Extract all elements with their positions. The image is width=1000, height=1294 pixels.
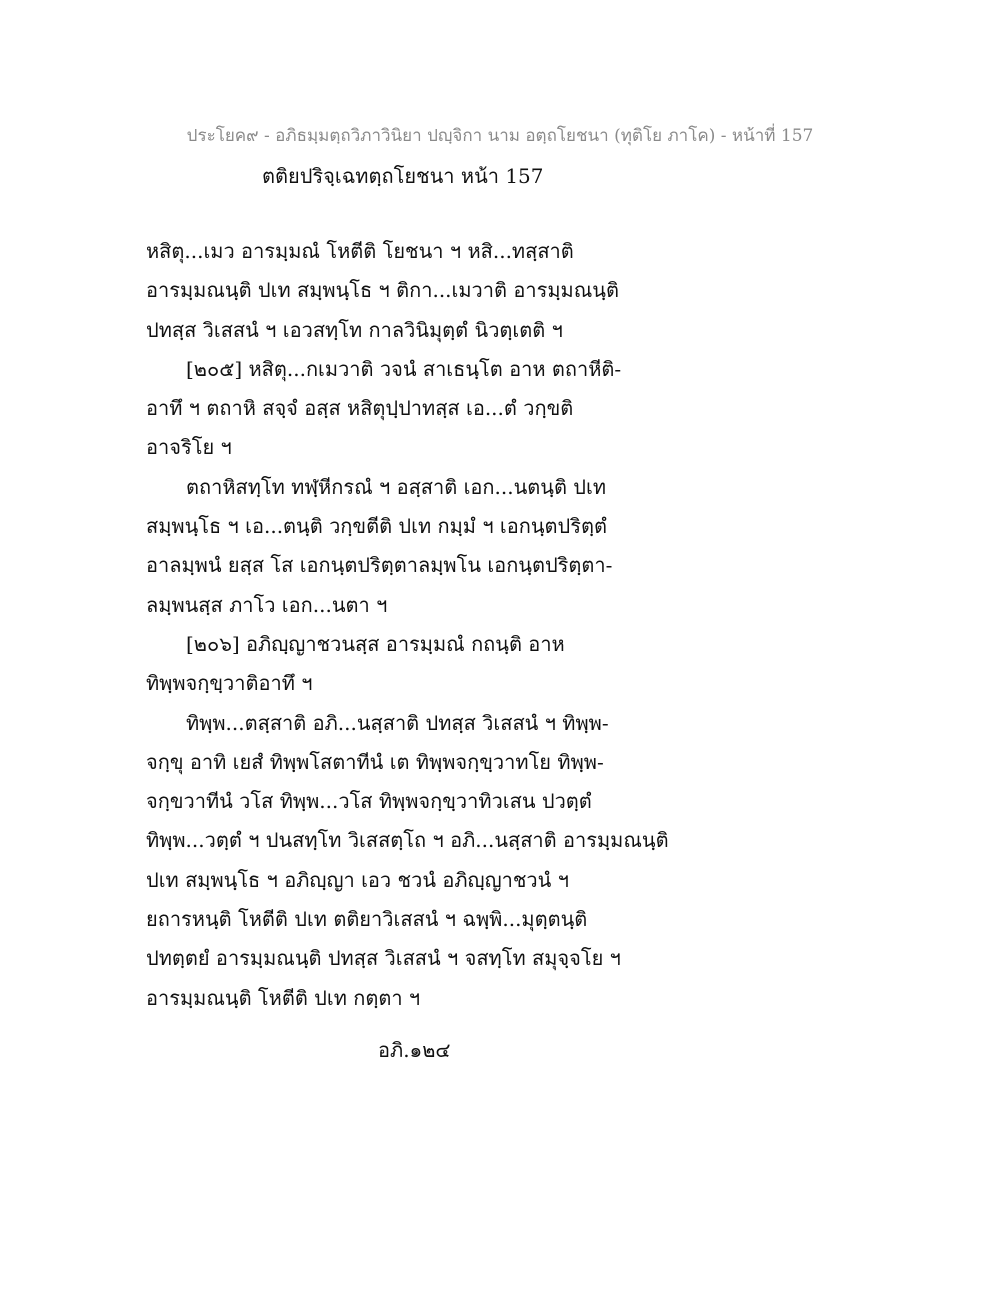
text-line: สมฺพนฺโธ ฯ เอ...ตนฺติ วกฺขตีติ ปเท กมฺมํ ฯ เอกนฺตปริตฺตํ [146,514,607,539]
text-line: ทิพฺพ...วตฺตํ ฯ ปนสทฺโท วิเสสตฺโถ ฯ อภิ...นสฺสาติ อารมฺมณนฺติ [146,828,669,853]
text-line: ลมฺพนสฺส ภาโว เอก...นตา ฯ [146,592,388,617]
body-text [146,232,706,1018]
text-line: อารมฺมณนฺติ ปเท สมฺพนฺโธ ฯ ติกา...เมวาติ อารมฺมณนฺติ [146,278,619,303]
chapter-subtitle: ตติยปริจฺเฉทตฺถโยชนา หน้า 157 [262,164,544,188]
text-line: ปเท สมฺพนฺโธ ฯ อภิญฺญา เอว ชวนํ อภิญฺญาชวนํ ฯ [146,867,569,892]
page-header: ประโยค๙ - อภิธมฺมตฺถวิภาวินิยา ปญฺจิกา นาม อตฺถโยชนา (ทุติโย ภาโค) - หน้าที่ 157 [186,126,814,146]
text-line: อารมฺมณนฺติ โหตีติ ปเท กตฺตา ฯ [146,985,421,1010]
text-line: หสิตุ...เมว อารมฺมณํ โหตีติ โยชนา ฯ หสิ...ทสฺสาติ [146,239,574,263]
text-line: ทิพฺพจกฺขฺวาติอาทึ ฯ [146,671,313,696]
text-line: ปทตฺตยํ อารมฺมณนฺติ ปทสฺส วิเสสนํ ฯ จสทฺโท สมุจฺจโย ฯ [146,946,621,971]
text-line: ยถารหนฺติ โหตีติ ปเท ตติยาวิเสสนํ ฯ ฉพฺพิ...มุตฺตนฺติ [146,907,588,932]
text-line: ปทสฺส วิเสสนํ ฯ เอวสทฺโท กาลวินิมุตฺตํ นิวตฺเตติ ฯ [146,317,563,342]
paragraph-206-start: [๒๐๖] อภิญฺญาชวนสฺส อารมฺมณํ กถนฺติ อาห [186,631,565,656]
paragraph-205-start: [๒๐๕] หสิตุ...กเมวาติ วจนํ สาเธนฺโต อาห ตถาหีติ- [186,356,622,381]
text-line: จกฺขุ อาทิ เยสํ ทิพฺพโสตาทีนํ เต ทิพฺพจกฺขฺวาทโย ทิพฺพ- [146,749,604,774]
paragraph-start: ตถาหิสทฺโท ทฬฺหีกรณํ ฯ อสฺสาติ เอก...นตนฺติ ปเท [186,474,606,499]
text-line: อาจริโย ฯ [146,435,232,460]
page-footer: อภิ.๑๒๔ [378,1038,451,1062]
paragraph-start: ทิพฺพ...ตสฺสาติ อภิ...นสฺสาติ ปทสฺส วิเสสนํ ฯ ทิพฺพ- [186,710,609,735]
text-line: อาลมฺพนํ ยสฺส โส เอกนฺตปริตฺตาลมฺพโน เอกนฺตปริตฺตา- [146,553,613,578]
text-line: จกฺขวาทีนํ วโส ทิพฺพ...วโส ทิพฺพจกฺขฺวาทิวเสน ปวตฺตํ [146,789,592,814]
text-line: อาทึ ฯ ตถาหิ สจฺจํ อสฺส หสิตุปฺปาทสฺส เอ...ตํ วกฺขติ [146,396,574,421]
